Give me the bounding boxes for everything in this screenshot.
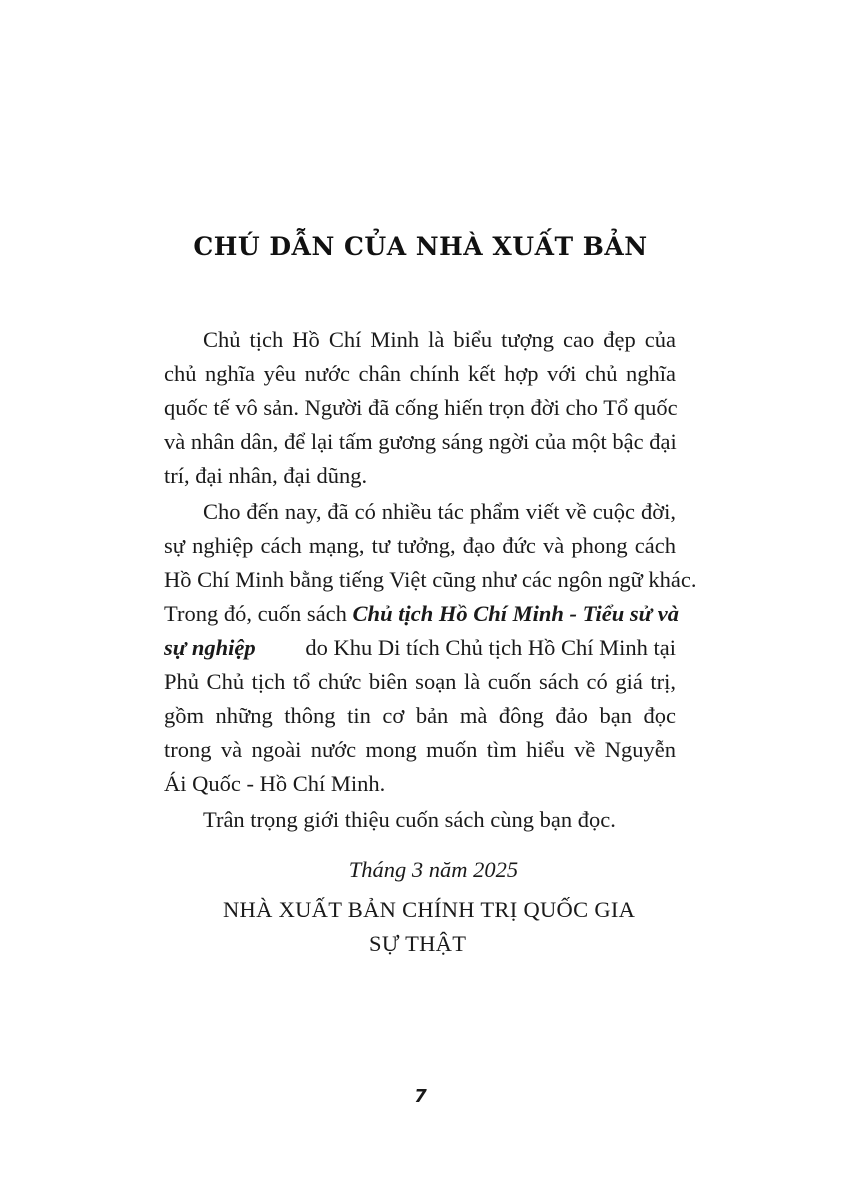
signature-publisher: NHÀ XUẤT BẢN CHÍNH TRỊ QUỐC GIA [223,897,636,922]
paragraph-1-line-3: quốc tế vô sản. Người đã cống hiến trọn đời cho Tổ quốc [164,395,678,420]
paragraph-2-text: do Khu Di tích Chủ tịch Hồ Chí Minh tại [299,635,676,660]
signature-date: Tháng 3 năm 2025 [348,857,519,882]
page-number: 7 [414,1086,427,1107]
paragraph-2-line-3: Hồ Chí Minh bằng tiếng Việt cũng như các ngôn ngữ khác. [164,567,697,592]
paragraph-1-line-4: và nhân dân, để lại tấm gương sáng ngời của một bậc đại [164,429,677,454]
paragraph-2-line-5 [164,631,676,665]
signature-publisher-suffix: SỰ THẬT [369,931,467,956]
paragraph-1-line-5: trí, đại nhân, đại dũng. [164,463,368,488]
paragraph-2-line-7: gồm những thông tin cơ bản mà đông đảo bạn đọc [164,703,676,728]
paragraph-2-text: Trong đó, cuốn sách [164,601,353,626]
paragraph-2-line-6: Phủ Chủ tịch tổ chức biên soạn là cuốn sách có giá trị, [164,669,676,694]
paragraph-2-line-1: Cho đến nay, đã có nhiều tác phẩm viết về cuộc đời, [203,499,676,524]
paragraph-2-line-2: sự nghiệp cách mạng, tư tưởng, đạo đức và phong cách [164,533,676,558]
paragraph-1-line-2: chủ nghĩa yêu nước chân chính kết hợp với chủ nghĩa [164,361,676,386]
paragraph-2-line-8: trong và ngoài nước mong muốn tìm hiểu về Nguyễn [164,737,676,762]
book-title-part-1: Chủ tịch Hồ Chí Minh - Tiểu sử và [352,601,680,626]
paragraph-2-line-9: Ái Quốc - Hồ Chí Minh. [164,771,386,796]
book-title-part-2: sự nghiệp [164,635,256,660]
paragraph-1-line-1: Chủ tịch Hồ Chí Minh là biểu tượng cao đẹp của [203,327,676,352]
page-title: CHÚ DẪN CỦA NHÀ XUẤT BẢN [193,232,648,261]
paragraph-2-line-4 [164,597,680,631]
paragraph-3-line-1: Trân trọng giới thiệu cuốn sách cùng bạn đọc. [203,807,616,832]
